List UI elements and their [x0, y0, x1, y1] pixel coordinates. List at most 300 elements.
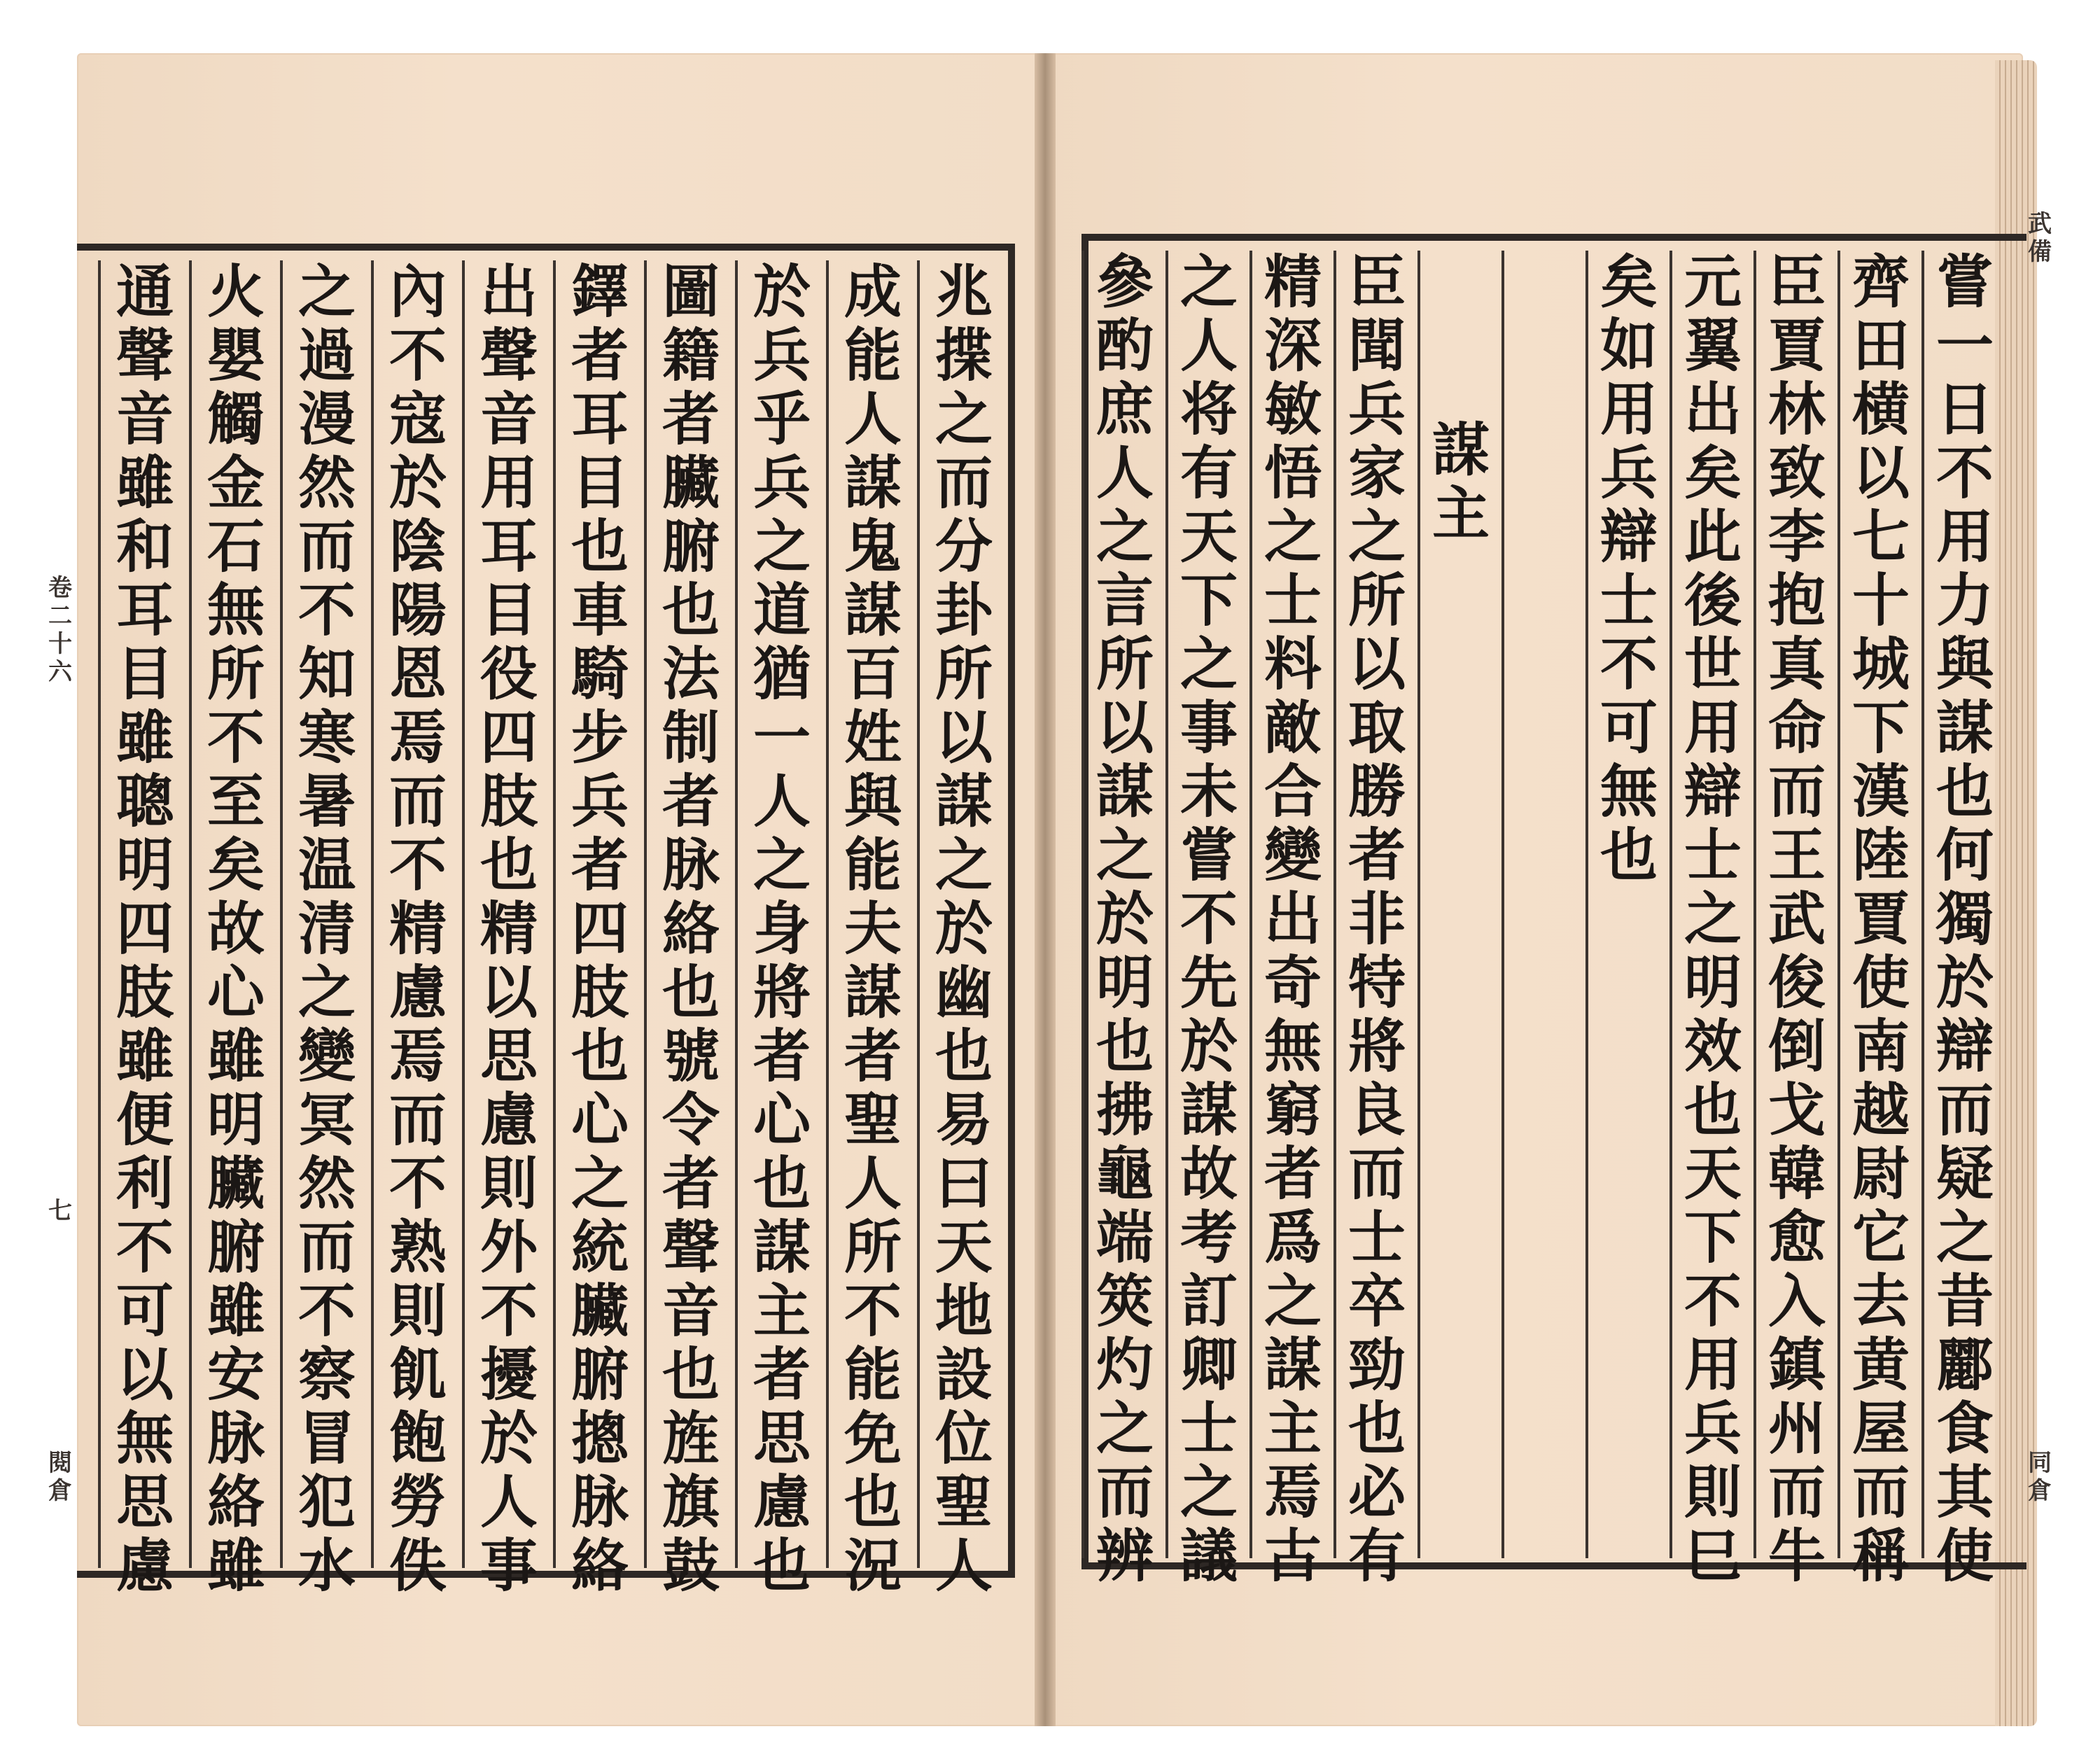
glyph: 先 [1180, 949, 1238, 1016]
glyph: 抱 [1768, 567, 1826, 634]
glyph: 雖 [206, 1278, 265, 1345]
glyph: 況 [844, 1532, 902, 1600]
glyph: 辯 [1600, 503, 1658, 570]
glyph: 分 [934, 513, 993, 580]
glyph: 通 [115, 258, 174, 326]
glyph: 金 [206, 449, 265, 517]
glyph: 和 [115, 513, 174, 580]
text-column [1670, 248, 1754, 1590]
glyph: 於 [752, 258, 811, 326]
glyph: 可 [115, 1278, 174, 1345]
glyph: 聲 [115, 322, 174, 389]
glyph: 耳 [115, 577, 174, 644]
glyph: 者 [662, 386, 720, 453]
text-column [1250, 248, 1334, 1590]
left-fold-page-number: 七 [48, 1197, 72, 1225]
glyph: 而 [1851, 1459, 1910, 1526]
glyph: 陽 [388, 577, 447, 644]
glyph: 龜 [1096, 1140, 1154, 1208]
glyph: 肢 [570, 959, 629, 1026]
glyph: 之 [1096, 1395, 1154, 1462]
glyph: 主 [752, 1278, 811, 1345]
glyph: 腑 [662, 513, 720, 580]
glyph: 心 [570, 1086, 629, 1154]
glyph: 士 [1600, 567, 1658, 634]
glyph: 家 [1348, 440, 1406, 507]
glyph: 而 [934, 449, 993, 517]
glyph: 人 [844, 1150, 902, 1217]
glyph: 號 [662, 1023, 720, 1090]
glyph: 也 [479, 832, 538, 899]
glyph: 曰 [934, 1150, 993, 1217]
glyph: 絡 [662, 895, 720, 962]
glyph: 而 [1768, 758, 1826, 825]
glyph: 旌 [662, 1405, 720, 1472]
glyph: 一 [752, 704, 811, 771]
glyph: 之 [752, 513, 811, 580]
glyph: 道 [752, 577, 811, 644]
glyph: 特 [1348, 949, 1406, 1016]
glyph: 真 [1768, 631, 1826, 698]
glyph: 翼 [1684, 312, 1742, 379]
glyph: 言 [1096, 567, 1154, 634]
glyph: 謀 [844, 577, 902, 644]
glyph: 以 [934, 704, 993, 771]
glyph: 李 [1768, 503, 1826, 570]
glyph: 幽 [934, 959, 993, 1026]
glyph: 謀 [934, 768, 993, 835]
text-column [553, 258, 644, 1600]
glyph: 慮 [752, 1469, 811, 1536]
glyph: 鼓 [662, 1532, 720, 1600]
glyph: 於 [388, 449, 447, 517]
glyph: 者 [662, 768, 720, 835]
glyph: 臣 [1348, 248, 1406, 316]
glyph: 知 [298, 640, 356, 708]
glyph: 辯 [1684, 758, 1742, 825]
glyph: 則 [1684, 1459, 1742, 1526]
glyph: 火 [206, 258, 265, 326]
text-column [1418, 251, 1502, 1558]
glyph: 主 [1264, 1395, 1322, 1462]
glyph: 不 [1935, 440, 1994, 507]
glyph: 用 [479, 449, 538, 517]
glyph: 議 [1180, 1522, 1238, 1590]
glyph: 人 [479, 1469, 538, 1536]
glyph: 事 [479, 1532, 538, 1600]
glyph: 明 [1684, 949, 1742, 1016]
glyph: 犯 [298, 1469, 356, 1536]
glyph: 林 [1768, 376, 1826, 443]
glyph: 不 [298, 1278, 356, 1345]
glyph: 之 [1348, 503, 1406, 570]
glyph: 明 [1096, 949, 1154, 1016]
glyph: 而 [298, 1214, 356, 1281]
glyph: 至 [206, 768, 265, 835]
glyph: 一 [1935, 312, 1994, 379]
glyph: 變 [1264, 822, 1322, 889]
glyph: 能 [844, 1341, 902, 1408]
glyph: 謀 [844, 449, 902, 517]
glyph: 州 [1768, 1395, 1826, 1462]
glyph: 於 [1096, 886, 1154, 953]
glyph: 腑 [206, 1214, 265, 1281]
glyph: 旗 [662, 1469, 720, 1536]
glyph: 必 [1348, 1459, 1406, 1526]
glyph: 聲 [479, 322, 538, 389]
glyph: 也 [844, 1469, 902, 1536]
glyph: 日 [1935, 376, 1994, 443]
text-column [1166, 248, 1250, 1590]
glyph: 愈 [1768, 1204, 1826, 1271]
glyph: 慮 [115, 1532, 174, 1600]
glyph: 令 [662, 1086, 720, 1154]
glyph: 也 [1684, 1077, 1742, 1144]
glyph: 有 [1348, 1522, 1406, 1590]
glyph: 精 [479, 895, 538, 962]
glyph: 將 [752, 959, 811, 1026]
glyph: 天 [934, 1214, 993, 1281]
glyph: 謀 [844, 959, 902, 1026]
glyph: 可 [1600, 694, 1658, 762]
glyph: 免 [844, 1405, 902, 1472]
glyph: 天 [1684, 1140, 1742, 1208]
glyph: 兵 [570, 768, 629, 835]
left-fold-volume: 卷二十六 [48, 574, 72, 686]
glyph: 聞 [1348, 312, 1406, 379]
text-column [1586, 248, 1670, 1558]
glyph: 深 [1264, 312, 1322, 379]
glyph: 而 [1935, 1077, 1994, 1144]
glyph: 士 [1180, 1395, 1238, 1462]
glyph: 不 [388, 832, 447, 899]
text-column [280, 258, 371, 1600]
glyph: 奇 [1264, 949, 1322, 1016]
glyph: 無 [1264, 1013, 1322, 1080]
glyph: 焉 [388, 704, 447, 771]
glyph: 将 [1180, 376, 1238, 443]
glyph: 未 [1180, 758, 1238, 825]
glyph: 後 [1684, 567, 1742, 634]
glyph: 所 [206, 640, 265, 708]
glyph: 之 [934, 832, 993, 899]
glyph: 之 [1180, 1459, 1238, 1526]
glyph: 者 [570, 322, 629, 389]
glyph: 筴 [1096, 1268, 1154, 1335]
glyph: 此 [1684, 503, 1742, 570]
glyph: 雖 [206, 1532, 265, 1600]
glyph: 肢 [115, 959, 174, 1026]
glyph: 車 [570, 577, 629, 644]
glyph: 揲 [934, 322, 993, 389]
text-column [1334, 248, 1418, 1590]
text-column [1837, 248, 1921, 1590]
glyph: 水 [298, 1532, 356, 1600]
glyph: 兵 [1600, 440, 1658, 507]
glyph: 而 [1348, 1140, 1406, 1208]
glyph: 卒 [1348, 1268, 1406, 1335]
glyph: 以 [115, 1341, 174, 1408]
glyph: 酈 [1935, 1331, 1994, 1399]
glyph: 之 [1096, 503, 1154, 570]
glyph: 城 [1851, 631, 1910, 698]
glyph: 訂 [1180, 1268, 1238, 1335]
glyph: 不 [388, 322, 447, 389]
glyph: 矣 [206, 832, 265, 899]
glyph: 精 [388, 895, 447, 962]
glyph: 卦 [934, 577, 993, 644]
glyph: 酌 [1096, 312, 1154, 379]
glyph: 事 [1180, 694, 1238, 762]
glyph: 猶 [752, 640, 811, 708]
glyph: 所 [1096, 631, 1154, 698]
glyph: 明 [115, 832, 174, 899]
glyph: 料 [1264, 631, 1322, 698]
glyph: 矣 [1684, 440, 1742, 507]
glyph: 也 [1935, 758, 1994, 825]
glyph: 不 [1684, 1268, 1742, 1335]
glyph: 鐸 [570, 258, 629, 326]
glyph: 暑 [298, 768, 356, 835]
glyph: 田 [1851, 312, 1910, 379]
glyph: 於 [1180, 1013, 1238, 1080]
glyph: 屋 [1851, 1395, 1910, 1462]
glyph: 精 [1264, 248, 1322, 316]
glyph: 察 [298, 1341, 356, 1408]
glyph: 七 [1851, 503, 1910, 570]
text-column [644, 258, 735, 1600]
glyph: 不 [844, 1278, 902, 1345]
book-gutter [1035, 53, 1056, 1726]
glyph: 黄 [1851, 1331, 1910, 1399]
glyph: 矣 [1600, 248, 1658, 316]
glyph: 外 [479, 1214, 538, 1281]
glyph: 成 [844, 258, 902, 326]
glyph: 臟 [206, 1150, 265, 1217]
glyph: 牛 [1768, 1522, 1826, 1590]
glyph: 明 [206, 1086, 265, 1154]
glyph: 者 [662, 1150, 720, 1217]
glyph: 陰 [388, 513, 447, 580]
glyph: 肢 [479, 768, 538, 835]
glyph: 臣 [1768, 248, 1826, 316]
glyph: 不 [388, 1150, 447, 1217]
text-column [917, 258, 1008, 1600]
glyph: 雖 [115, 449, 174, 517]
glyph: 雖 [115, 1023, 174, 1090]
text-column [1082, 248, 1166, 1590]
glyph: 也 [1096, 1013, 1154, 1080]
glyph: 易 [934, 1086, 993, 1154]
glyph: 出 [1264, 886, 1322, 953]
glyph: 四 [570, 895, 629, 962]
glyph: 之 [1180, 631, 1238, 698]
glyph: 所 [1348, 567, 1406, 634]
glyph: 天 [1180, 503, 1238, 570]
glyph: 庶 [1096, 376, 1154, 443]
glyph: 慮 [479, 1086, 538, 1154]
glyph: 兵 [752, 322, 811, 389]
glyph: 於 [1935, 949, 1994, 1016]
glyph: 也 [1600, 822, 1658, 889]
glyph: 者 [844, 1023, 902, 1090]
glyph: 它 [1851, 1204, 1910, 1271]
glyph: 而 [388, 1086, 447, 1154]
glyph: 非 [1348, 886, 1406, 953]
glyph: 利 [115, 1150, 174, 1217]
glyph: 謀 [1096, 758, 1154, 825]
glyph: 擾 [479, 1341, 538, 1408]
glyph: 籍 [662, 322, 720, 389]
glyph: 也 [934, 1023, 993, 1090]
glyph: 不 [206, 704, 265, 771]
glyph: 獨 [1935, 886, 1994, 953]
glyph: 悟 [1264, 440, 1322, 507]
glyph: 所 [934, 640, 993, 708]
glyph: 絡 [570, 1532, 629, 1600]
glyph: 下 [1180, 567, 1238, 634]
text-column [1502, 251, 1586, 1558]
glyph: 心 [206, 959, 265, 1026]
glyph: 便 [115, 1086, 174, 1154]
glyph: 用 [1600, 376, 1658, 443]
glyph: 而 [1096, 1459, 1154, 1526]
glyph: 之 [1264, 503, 1322, 570]
glyph: 地 [934, 1278, 993, 1345]
glyph: 夫 [844, 895, 902, 962]
glyph: 爲 [1264, 1204, 1322, 1271]
glyph: 無 [1600, 758, 1658, 825]
text-column [1754, 248, 1837, 1590]
glyph: 觸 [206, 386, 265, 453]
glyph: 也 [662, 959, 720, 1026]
glyph: 制 [662, 704, 720, 771]
glyph: 命 [1768, 694, 1826, 762]
glyph: 也 [662, 1341, 720, 1408]
glyph: 目 [570, 449, 629, 517]
glyph: 辯 [1935, 1013, 1994, 1080]
glyph: 之 [1180, 248, 1238, 316]
glyph: 者 [1264, 1140, 1322, 1208]
glyph: 於 [479, 1405, 538, 1472]
glyph: 有 [1180, 440, 1238, 507]
glyph: 謀 [1264, 1331, 1322, 1399]
glyph: 之 [1684, 886, 1742, 953]
glyph: 戈 [1768, 1077, 1826, 1144]
glyph: 兵 [1348, 376, 1406, 443]
glyph: 能 [844, 832, 902, 899]
glyph: 步 [570, 704, 629, 771]
glyph: 姓 [844, 704, 902, 771]
glyph: 古 [1264, 1522, 1322, 1590]
glyph: 窮 [1264, 1077, 1322, 1144]
glyph: 主 [1432, 480, 1490, 547]
glyph: 人 [752, 768, 811, 835]
text-column [371, 258, 462, 1600]
glyph: 下 [1851, 694, 1910, 762]
glyph: 横 [1851, 376, 1910, 443]
glyph: 温 [298, 832, 356, 899]
glyph: 絡 [206, 1469, 265, 1536]
glyph: 士 [1348, 1204, 1406, 1271]
glyph: 參 [1096, 248, 1154, 316]
glyph: 也 [570, 1023, 629, 1090]
glyph: 致 [1768, 440, 1826, 507]
glyph: 用 [1684, 1331, 1742, 1399]
text-column [189, 258, 280, 1600]
glyph: 去 [1851, 1268, 1910, 1335]
glyph: 也 [752, 1532, 811, 1600]
glyph: 役 [479, 640, 538, 708]
glyph: 也 [1348, 1395, 1406, 1462]
glyph: 十 [1851, 567, 1910, 634]
glyph: 之 [1096, 822, 1154, 889]
glyph: 力 [1935, 567, 1994, 634]
glyph: 圖 [662, 258, 720, 326]
text-column [1921, 248, 2005, 1590]
glyph: 焉 [388, 1023, 447, 1090]
glyph: 武 [1768, 886, 1826, 953]
glyph: 而 [298, 513, 356, 580]
glyph: 脉 [570, 1469, 629, 1536]
glyph: 然 [298, 1150, 356, 1217]
glyph: 兵 [1684, 1395, 1742, 1462]
glyph: 摠 [570, 1405, 629, 1472]
glyph: 其 [1935, 1459, 1994, 1526]
glyph: 賈 [1851, 886, 1910, 953]
glyph: 之 [1264, 1268, 1322, 1335]
glyph: 聰 [115, 768, 174, 835]
glyph: 恩 [388, 640, 447, 708]
glyph: 飽 [388, 1405, 447, 1472]
glyph: 尉 [1851, 1140, 1910, 1208]
glyph: 嘗 [1180, 822, 1238, 889]
glyph: 音 [662, 1278, 720, 1345]
glyph: 陸 [1851, 822, 1910, 889]
glyph: 世 [1684, 631, 1742, 698]
glyph: 也 [570, 513, 629, 580]
glyph: 鎮 [1768, 1331, 1826, 1399]
glyph: 聲 [662, 1214, 720, 1281]
text-column [462, 258, 553, 1600]
glyph: 考 [1180, 1204, 1238, 1271]
glyph: 辨 [1096, 1522, 1154, 1590]
glyph: 思 [115, 1469, 174, 1536]
glyph: 韓 [1768, 1140, 1826, 1208]
glyph: 之 [752, 832, 811, 899]
glyph: 卿 [1180, 1331, 1238, 1399]
glyph: 良 [1348, 1077, 1406, 1144]
glyph: 乎 [752, 386, 811, 453]
glyph: 耳 [570, 386, 629, 453]
glyph: 灼 [1096, 1331, 1154, 1399]
glyph: 雖 [115, 704, 174, 771]
glyph: 越 [1851, 1077, 1910, 1144]
glyph: 取 [1348, 694, 1406, 762]
glyph: 之 [934, 386, 993, 453]
glyph: 入 [1768, 1268, 1826, 1335]
glyph: 腑 [570, 1341, 629, 1408]
glyph: 思 [752, 1405, 811, 1472]
glyph: 則 [479, 1150, 538, 1217]
text-column [826, 258, 917, 1600]
glyph: 不 [115, 1214, 174, 1281]
glyph: 也 [752, 1150, 811, 1217]
glyph: 法 [662, 640, 720, 708]
glyph: 兵 [752, 449, 811, 517]
glyph: 如 [1600, 312, 1658, 379]
glyph: 兆 [934, 258, 993, 326]
